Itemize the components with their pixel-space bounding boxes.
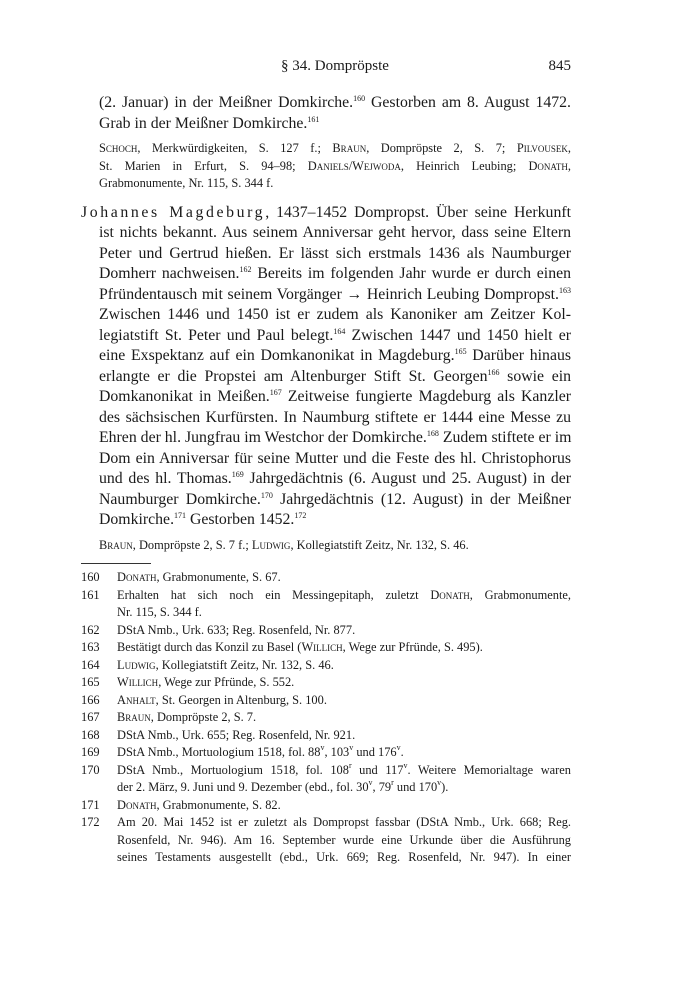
author-name: Schoch bbox=[99, 141, 138, 155]
page-number: 845 bbox=[548, 58, 571, 74]
text-segment: , Dompröpste 2, S. 7 f.; bbox=[132, 537, 252, 552]
footnote-line: DStA Nmb., Urk. 655; Reg. Rosenfeld, Nr. 921. bbox=[117, 727, 356, 742]
text-line bbox=[81, 326, 571, 347]
folio-side: v bbox=[437, 778, 442, 787]
footnote-line: DStA Nmb., Urk. 633; Reg. Rosenfeld, Nr. 877. bbox=[117, 622, 356, 637]
text-line bbox=[81, 490, 571, 511]
sources-line bbox=[99, 158, 571, 176]
text-segment: der 2. März, 9. Juni und 9. Dezember (ebd., fol. 30 bbox=[117, 780, 369, 794]
footnote-ref[interactable]: 161 bbox=[307, 114, 320, 124]
footnote-number: 165 bbox=[81, 675, 100, 689]
footnotes bbox=[81, 569, 571, 867]
footnote-ref[interactable]: 167 bbox=[269, 388, 282, 397]
footnote bbox=[81, 622, 571, 640]
author-name: Braun bbox=[99, 537, 133, 552]
person-name: Johannes Magdeburg bbox=[81, 203, 266, 221]
text-segment: , Grabmonumente, S. 67. bbox=[156, 570, 281, 584]
footnote-number: 160 bbox=[81, 570, 100, 584]
text-line: ist nichts bekannt. Aus seinem Anniversar geht hervor, dass seine Eltern bbox=[99, 224, 571, 241]
text-line bbox=[99, 93, 571, 114]
author-name: Braun bbox=[117, 710, 151, 724]
sources-line: Grabmonumente, Nr. 115, S. 344 f. bbox=[99, 176, 274, 190]
footnote-line: Am 20. Mai 1452 ist er zuletzt als Dompropst fassbar (DStA Nmb., Urk. 668; Reg. bbox=[117, 815, 571, 829]
folio-side: v bbox=[396, 743, 401, 752]
text-segment: Bestätigt durch das Konzil zu Basel ( bbox=[117, 640, 302, 654]
footnote-line bbox=[117, 744, 571, 762]
text-line bbox=[81, 428, 571, 449]
text-segment: , St. Georgen in Altenburg, S. 100. bbox=[155, 692, 327, 707]
text-segment: Jahrgedächtnis (6. August und 25. August) in der bbox=[243, 470, 571, 487]
text-segment: Grab in der Meißner Domkirche. bbox=[99, 114, 308, 132]
text-segment: , 1437–1452 Dompropst. Über seine Herkunft bbox=[265, 203, 571, 221]
footnote-ref[interactable]: 164 bbox=[333, 326, 346, 336]
footnote-ref[interactable]: 163 bbox=[559, 285, 571, 295]
footnote-ref[interactable]: 168 bbox=[426, 429, 439, 438]
text-segment: , bbox=[567, 158, 571, 173]
text-segment: Zwischen 1447 und 1450 hielt er bbox=[345, 326, 571, 344]
author-name: Daniels/Wejwoda bbox=[307, 158, 401, 173]
author-name: Anhalt bbox=[117, 692, 156, 707]
text-line: Peter und Gertrud hießen. Er lässt sich erstmals 1436 als Naumburger bbox=[99, 244, 571, 262]
text-segment: DStA Nmb., Mortuologium 1518, fol. 108 bbox=[117, 762, 349, 777]
text-segment: Domkanonikat in Meißen. bbox=[99, 388, 270, 405]
footnote-line: Rosenfeld, Nr. 946). Am 16. September wurde eine Urkunde über die Ausführung bbox=[117, 832, 571, 847]
footnote bbox=[81, 797, 571, 815]
running-head bbox=[99, 58, 571, 80]
footnote-number: 163 bbox=[81, 640, 100, 654]
text-segment: und 170 bbox=[393, 780, 438, 794]
footnote bbox=[81, 692, 571, 710]
footnote-rule bbox=[81, 563, 151, 564]
text-line bbox=[81, 387, 571, 408]
footnote-ref[interactable]: 162 bbox=[239, 265, 252, 274]
text-segment: sowie ein bbox=[499, 367, 571, 385]
footnote-line bbox=[117, 674, 571, 692]
footnote-line bbox=[117, 797, 571, 815]
footnote-ref[interactable]: 169 bbox=[231, 470, 244, 479]
footnote-ref[interactable]: 166 bbox=[487, 367, 500, 377]
text-segment: , bbox=[567, 141, 572, 155]
text-segment: , Dompröpste 2, S. 7; bbox=[366, 141, 517, 155]
text-line: Zwischen 1446 und 1450 ist er zudem als Kanoniker am Zeitzer Kol- bbox=[99, 306, 571, 323]
text-segment: Domkirche. bbox=[99, 511, 175, 528]
author-name: Willich bbox=[301, 640, 343, 654]
author-name: Pilvousek bbox=[516, 141, 568, 155]
footnote bbox=[81, 674, 571, 692]
text-segment: . Weitere Memorialtage waren bbox=[407, 762, 571, 777]
text-segment: Domherr nachweisen. bbox=[99, 265, 240, 282]
text-segment: erlangte er die Propstei am Altenburger Stift St. Georgen bbox=[99, 367, 488, 385]
text-segment: , 79 bbox=[372, 780, 392, 794]
footnote-line bbox=[117, 657, 571, 675]
biography-entry bbox=[81, 203, 571, 531]
folio-side: v bbox=[403, 760, 408, 770]
footnote-number: 172 bbox=[81, 815, 100, 829]
footnote-number: 161 bbox=[81, 587, 100, 602]
sources-line bbox=[99, 537, 571, 555]
text-segment: Erhalten hat sich noch ein Messingepitaph, zuletzt bbox=[117, 587, 431, 602]
text-segment: , Grabmonumente, bbox=[469, 587, 572, 602]
footnote-number: 171 bbox=[81, 797, 100, 812]
folio-side: r bbox=[391, 778, 394, 787]
footnote-line: Nr. 115, S. 344 f. bbox=[117, 605, 202, 619]
text-segment: , Dompröpste 2, S. 7. bbox=[150, 710, 257, 724]
author-name: Donath bbox=[117, 797, 157, 812]
text-segment: , Wege zur Pfründe, S. 495). bbox=[342, 640, 483, 654]
text-line bbox=[99, 114, 571, 135]
text-segment: , Heinrich Leubing; bbox=[400, 158, 529, 173]
sources-line bbox=[99, 140, 571, 158]
author-name: Ludwig bbox=[117, 657, 156, 672]
author-name: Willich bbox=[117, 675, 159, 689]
text-line bbox=[81, 346, 571, 367]
footnote-number: 169 bbox=[81, 745, 100, 759]
footnote bbox=[81, 639, 571, 657]
text-segment: , Grabmonumente, S. 82. bbox=[156, 797, 281, 812]
footnote-number: 170 bbox=[81, 762, 100, 777]
text-line: des sächsischen Kurfürsten. In Naumburg stiftete er 1444 eine Messe zu bbox=[99, 408, 571, 426]
text-segment: St. Marien in Erfurt, S. 94–98; bbox=[99, 158, 308, 173]
text-segment: Pfründentausch mit seinem Vorgänger → Heinrich Leubing Dompropst. bbox=[99, 285, 559, 303]
footnote-number: 162 bbox=[81, 622, 100, 637]
footnote bbox=[81, 657, 571, 675]
footnote-number: 168 bbox=[81, 727, 100, 742]
footnote-line: seines Testaments ausgestellt (ebd., Urk. 669; Reg. Rosenfeld, Nr. 947). In einer bbox=[117, 850, 571, 864]
folio-side: v bbox=[320, 743, 325, 752]
text-segment: , Merkwürdigkeiten, S. 127 f.; bbox=[137, 141, 333, 155]
footnote-line bbox=[117, 639, 571, 657]
folio-side: v bbox=[349, 743, 354, 752]
folio-side: v bbox=[368, 778, 373, 787]
author-name: Braun bbox=[332, 141, 367, 155]
text-segment: , 103 bbox=[324, 745, 350, 759]
footnote-ref[interactable]: 171 bbox=[174, 511, 187, 520]
author-name: Donath bbox=[528, 158, 568, 173]
text-segment: und 117 bbox=[351, 762, 404, 777]
text-segment: und 176 bbox=[353, 745, 397, 759]
text-segment: ). bbox=[441, 780, 449, 794]
text-segment: DStA Nmb., Mortuologium 1518, fol. 88 bbox=[117, 745, 321, 759]
footnote bbox=[81, 569, 571, 587]
footnote-ref[interactable]: 172 bbox=[294, 511, 307, 520]
text-segment: Ehren der hl. Jungfrau im Westchor der Domkirche. bbox=[99, 429, 427, 446]
text-segment: Naumburger Domkirche. bbox=[99, 490, 261, 508]
footnote-number: 167 bbox=[81, 710, 100, 724]
entry-first-line bbox=[81, 203, 571, 224]
footnote-line bbox=[117, 587, 571, 605]
footnote-line bbox=[117, 569, 571, 587]
author-name: Donath bbox=[430, 587, 470, 602]
text-line: Dom ein Anniversar für seine Mutter und die Feste des hl. Christophorus bbox=[99, 449, 571, 467]
text-segment: Gestorben am 8. August 1472. bbox=[365, 94, 571, 111]
text-line bbox=[81, 469, 571, 490]
author-name: Donath bbox=[117, 570, 157, 584]
footnote bbox=[81, 762, 571, 797]
footnote bbox=[81, 744, 571, 762]
text-segment: legiatstift St. Peter und Paul belegt. bbox=[99, 326, 334, 344]
text-segment: Zudem stiftete er im bbox=[438, 429, 572, 446]
text-line bbox=[81, 367, 571, 388]
footnote-number: 166 bbox=[81, 692, 100, 707]
footnote-ref[interactable]: 160 bbox=[353, 94, 366, 103]
sources-block bbox=[99, 140, 571, 193]
sources-block bbox=[99, 537, 571, 555]
text-segment: Jahrgedächtnis (12. August) in der Meißner bbox=[272, 490, 571, 508]
footnote bbox=[81, 587, 571, 622]
text-segment: Bereits im folgenden Jahr wurde er durch einen bbox=[251, 265, 572, 282]
folio-side: r bbox=[348, 760, 352, 770]
running-title: § 34. Dompröpste bbox=[281, 58, 389, 74]
footnote bbox=[81, 727, 571, 745]
text-segment: und des hl. Thomas. bbox=[99, 470, 232, 487]
text-line bbox=[81, 510, 571, 531]
text-segment: , Wege zur Pfründe, S. 552. bbox=[158, 675, 295, 689]
footnote bbox=[81, 814, 571, 867]
text-segment: . bbox=[400, 745, 404, 759]
text-segment: , Kollegiatstift Zeitz, Nr. 132, S. 46. bbox=[290, 537, 469, 552]
text-segment: (2. Januar) in der Meißner Domkirche. bbox=[99, 94, 354, 111]
footnote-ref[interactable]: 170 bbox=[260, 490, 273, 500]
text-segment: Gestorben 1452. bbox=[186, 511, 295, 528]
footnote-line bbox=[117, 709, 571, 727]
footnote bbox=[81, 709, 571, 727]
text-segment: eine Exspektanz auf ein Domkanonikat in Magdeburg. bbox=[99, 347, 455, 364]
footnote-ref[interactable]: 165 bbox=[454, 347, 467, 356]
footnote-line bbox=[117, 779, 571, 797]
continuation-paragraph bbox=[99, 93, 571, 134]
author-name: Ludwig bbox=[251, 537, 291, 552]
footnote-line bbox=[117, 692, 571, 710]
text-segment: Zeitweise fungierte Magdeburg als Kanzler bbox=[281, 388, 571, 405]
text-line bbox=[81, 264, 571, 285]
text-line bbox=[81, 285, 571, 306]
main-text bbox=[81, 93, 571, 554]
footnote-number: 164 bbox=[81, 657, 100, 672]
text-segment: , Kollegiatstift Zeitz, Nr. 132, S. 46. bbox=[155, 657, 334, 672]
text-segment: Darüber hinaus bbox=[466, 347, 572, 364]
footnote-line bbox=[117, 762, 571, 780]
